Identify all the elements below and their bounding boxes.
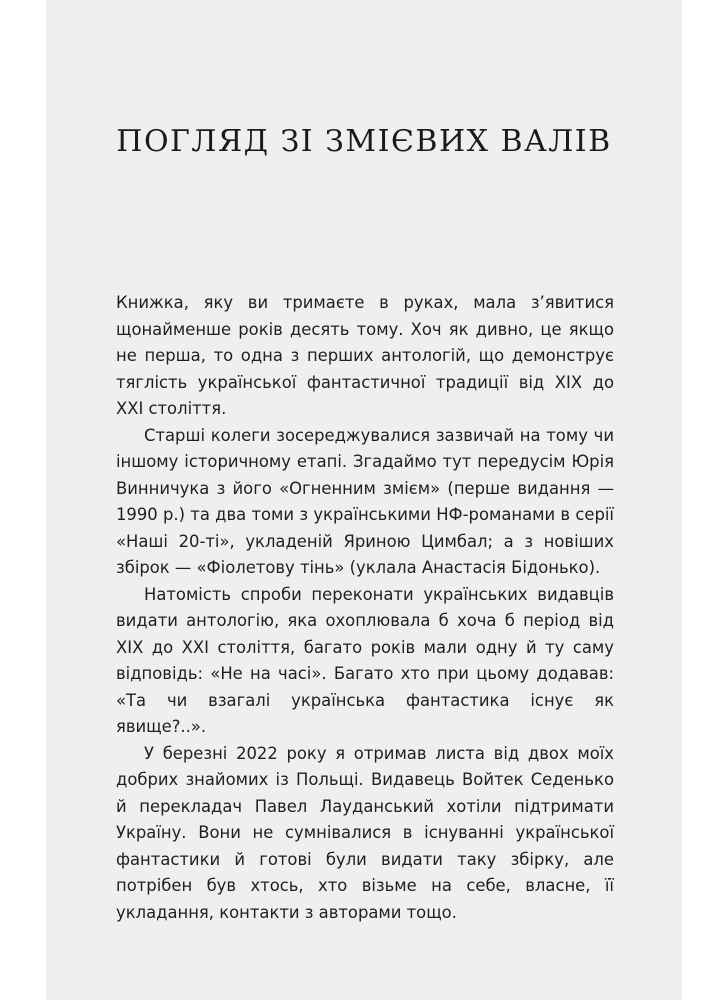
paragraph-2: Старші колеги зосереджувалися зазвичай на тому чи іншому історичному етапі. Згадаймо тут передусім Юрія Винничука з його «Огненним змієм» (перше видання — 1990 р.) та два томи з українськими НФ-романами в серії «Наші 20-ті», укладеній Яриною Цимбал; а з новіших збірок — «Фіолетову тінь» (уклала Анастасія Бідонько). (116, 425, 614, 577)
book-page (46, 0, 682, 1000)
paragraph-4: У березні 2022 року я отримав листа від двох моїх добрих знайомих із Польщі. Видавець Войтек Седенько й перекладач Павел Лауданський хотіли підтримати Україну. Вони не сумнівалися в існуванні української фантастики й готові були видати таку збірку, але потрібен був хтось, хто візьме на себе, власне, її укладання, контакти з авторами тощо. (116, 743, 614, 922)
paragraph-1: Книжка, яку ви тримаєте в руках, мала з’явитися щонайменше років десять тому. Хоч як дивно, це якщо не перша, то одна з перших антологій, що демонструє тяглість української фантастичної традиції від XIX до XXI століття. (116, 293, 614, 418)
paragraph-3: Натомість спроби переконати українських видавців видати антологію, яка охоплювала б хоча б період від XIX до XXI століття, багато років мали одну й ту саму відповідь: «Не на часі». Багато хто при цьому додавав: «Та чи взагалі українська фантастика існує як явище?..». (116, 584, 614, 736)
body-text (116, 290, 614, 926)
chapter-title: ПОГЛЯД ЗІ ЗМІЄВИХ ВАЛІВ (116, 124, 612, 159)
